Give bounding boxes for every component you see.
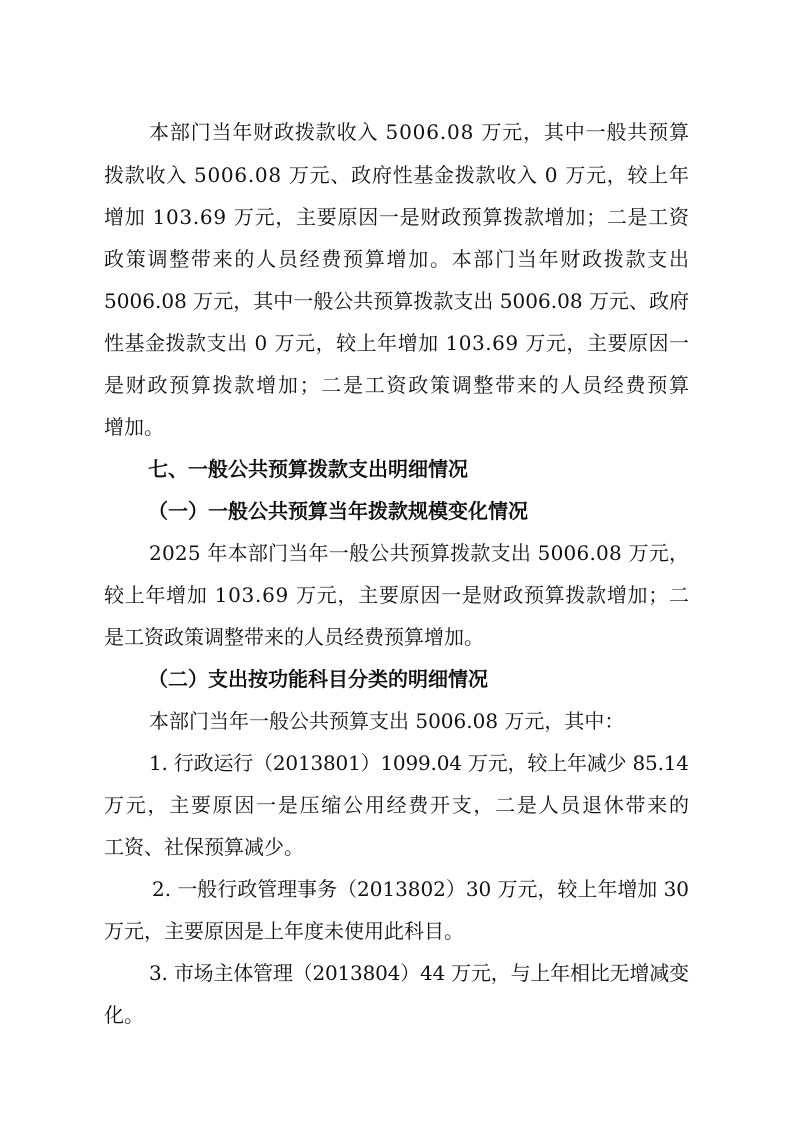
paragraph-line: 本部门当年财政拨款收入 5006.08 万元，其中一般共预算 [149, 120, 690, 144]
list-item-line: 3. 市场主体管理（2013804）44 万元，与上年相比无增减变 [149, 961, 689, 985]
paragraph-line: 拨款收入 5006.08 万元、政府性基金拨款收入 0 万元，较上年 [104, 163, 690, 187]
subsection-heading: （一）一般公共预算当年拨款规模变化情况 [148, 499, 528, 523]
paragraph-line: 5006.08 万元，其中一般公共预算拨款支出 5006.08 万元、政府 [104, 289, 690, 313]
paragraph-line: 增加 103.69 万元，主要原因一是财政预算拨款增加；二是工资 [104, 205, 690, 229]
paragraph-line: 增加。 [104, 415, 164, 439]
paragraph-line: 是工资政策调整带来的人员经费预算增加。 [104, 625, 484, 649]
paragraph-line: 是财政预算拨款增加；二是工资政策调整带来的人员经费预算 [104, 373, 691, 397]
paragraph-line: 性基金拨款支出 0 万元，较上年增加 103.69 万元，主要原因一 [104, 331, 690, 355]
section-heading: 七、一般公共预算拨款支出明细情况 [148, 457, 468, 481]
list-item-line: 1. 行政运行（2013801）1099.04 万元，较上年减少 85.14 [149, 751, 689, 775]
paragraph-line: 较上年增加 103.69 万元，主要原因一是财政预算拨款增加；二 [104, 583, 690, 607]
list-item-line: 化。 [104, 1003, 144, 1027]
list-item-line: 万元，主要原因是上年度未使用此科目。 [104, 919, 464, 943]
list-item-line: 工资、社保预算减少。 [104, 835, 304, 859]
paragraph-line: 政策调整带来的人员经费预算增加。本部门当年财政拨款支出 [104, 247, 691, 271]
list-item-line: 2. 一般行政管理事务（2013802）30 万元，较上年增加 30 [152, 877, 689, 901]
list-item-line: 万元，主要原因一是压缩公用经费开支，二是人员退休带来的 [104, 793, 691, 817]
paragraph-line: 本部门当年一般公共预算支出 5006.08 万元，其中： [149, 709, 625, 733]
subsection-heading: （二）支出按功能科目分类的明细情况 [148, 667, 488, 691]
paragraph-line: 2025 年本部门当年一般公共预算拨款支出 5006.08 万元， [149, 541, 690, 565]
